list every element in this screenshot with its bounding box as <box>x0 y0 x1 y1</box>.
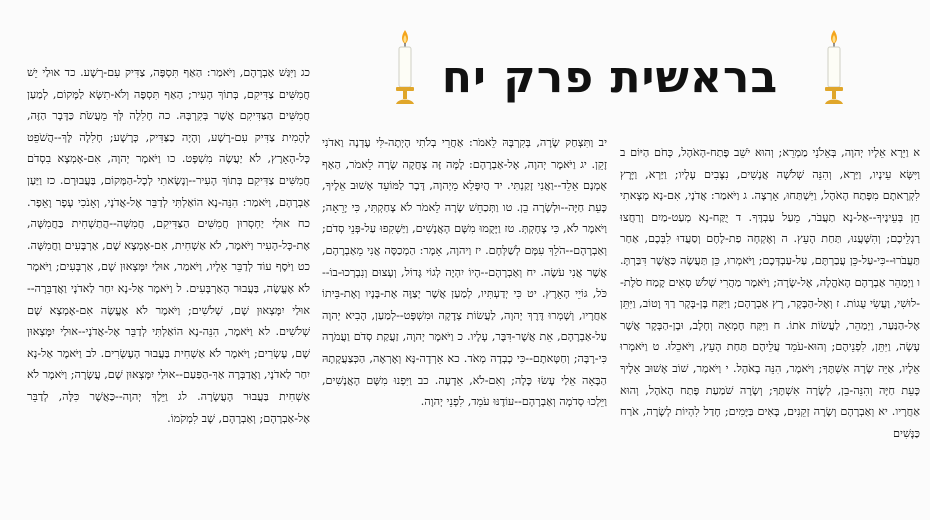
page-title: בראשית פרק יח <box>441 52 779 103</box>
candle-icon <box>819 28 849 106</box>
verses-23-33: כג וַיִּגַּשׁ אַבְרָהָם, וַיֹּאמַר: הַאַף תִּסְפֶּה, צַדִּיק עִם-רָשָׁע. כד אוּלַי יֵשׁ חֲמִשִּׁים צַדִּיקִם, בְּתוֹךְ הָעִיר; הַאַף תִּסְפֶּה וְלֹא-תִשָּׂא לַמָּקוֹם, לְמַעַן חֲמִשִּׁים הַצַּדִּיקִם אֲשֶׁר בְּקִרְבָּהּ. כה חָלִלָה לְּךָ מֵעֲשֹׂת כַּדָּבָר הַזֶּה, לְהָמִית צַדִּיק עִם-רָשָׁע, וְהָיָה כַצַּדִּיק, כָּרָשָׁע; חָלִלָה לָּךְ--הֲשֹׁפֵט כָּל-הָאָרֶץ, לֹא יַעֲשֶׂה מִשְׁפָּט. כו וַיֹּאמֶר יְהוָה, אִם-אֶמְצָא בִסְדֹם חֲמִשִּׁים צַדִּיקִם בְּתוֹךְ הָעִיר--וְנָשָׂאתִי לְכָל-הַמָּקוֹם, בַּעֲבוּרָם. כז וַיַּעַן אַבְרָהָם, וַיֹּאמַר: הִנֵּה-נָא הוֹאַלְתִּי לְדַבֵּר אֶל-אֲדֹנָי, וְאָנֹכִי עָפָר וָאֵפֶר. כח אוּלַי יַחְסְרוּן חֲמִשִּׁים הַצַּדִּיקִם, חֲמִשָּׁה--הֲתַשְׁחִית בַּחֲמִשָּׁה, אֶת-כָּל-הָעִיר וַיֹּאמֶר, לֹא אַשְׁחִית, אִם-אֶמְצָא שָׁם, אַרְבָּעִים וַחֲמִשָּׁה. כט וַיֹּסֶף עוֹד לְדַבֵּר אֵלָיו, וַיֹּאמַר, אוּלַי יִמָּצְאוּן שָׁם, אַרְבָּעִים; וַיֹּאמֶר לֹא אֶעֱשֶׂה, בַּעֲבוּר הָאַרְבָּעִים. ל וַיֹּאמֶר אַל-נָא יִחַר לַאדֹנָי וַאֲדַבֵּרָה--אוּלַי יִמָּצְאוּן שָׁם, שְׁלֹשִׁים; וַיֹּאמֶר לֹא אֶעֱשֶׂה אִם-אֶמְצָא שָׁם שְׁלֹשִׁים. לא וַיֹּאמֶר, הִנֵּה-נָא הוֹאַלְתִּי לְדַבֵּר אֶל-אֲדֹנָי--אוּלַי יִמָּצְאוּן שָׁם, עֶשְׂרִים; וַיֹּאמֶר לֹא אַשְׁחִית בַּעֲבוּר הָעֶשְׂרִים. לב וַיֹּאמֶר אַל-נָא יִחַר לַאדֹנָי, וַאֲדַבְּרָה אַךְ-הַפַּעַם--אוּלַי יִמָּצְאוּן שָׁם, עֲשָׂרָה; וַיֹּאמֶר לֹא אַשְׁחִית בַּעֲבוּר הָעֲשָׂרָה. לג וַיֵּלֶךְ יְהוָה--כַּאֲשֶׁר כִּלָּה, לְדַבֵּר אֶל-אַבְרָהָם; וְאַבְרָהָם, שָׁב לִמְקֹמוֹ. <box>23 66 310 425</box>
verses-12-22: יב וַתִּצְחַק שָׂרָה, בְּקִרְבָּהּ לֵאמֹר: אַחֲרֵי בְלֹתִי הָיְתָה-לִּי עֶדְנָה וַאדֹנִי זָקֵן. יג וַיֹּאמֶר יְהוָה, אֶל-אַבְרָהָם: לָמָּה זֶּה צָחֲקָה שָׂרָה לֵאמֹר, הַאַף אֻמְנָם אֵלֵד--וַאֲנִי זָקַנְתִּי. יד הֲיִפָּלֵא מֵיְהוָה, דָּבָר לַמּוֹעֵד אָשׁוּב אֵלֶיךָ, כָּעֵת חַיָּה--וּלְשָׂרָה בֵן. טו וַתְּכַחֵשׁ שָׂרָה לֵאמֹר לֹא צָחַקְתִּי, כִּי יָרֵאָה; וַיֹּאמֶר לֹא, כִּי צָחָקְתְּ. טז וַיָּקֻמוּ מִשָּׁם הָאֲנָשִׁים, וַיַּשְׁקִפוּ עַל-פְּנֵי סְדֹם; וְאַבְרָהָם--הֹלֵךְ עִמָּם לְשַׁלְּחָם. יז וַיהוָה, אָמָר: הַמְכַסֶּה אֲנִי מֵאַבְרָהָם, אֲשֶׁר אֲנִי עֹשֶׂה. יח וְאַבְרָהָם--הָיוֹ יִהְיֶה לְגוֹי גָּדוֹל, וְעָצוּם וְנִבְרְכוּ-בוֹ--כֹּל, גּוֹיֵי הָאָרֶץ. יט כִּי יְדַעְתִּיו, לְמַעַן אֲשֶׁר יְצַוֶּה אֶת-בָּנָיו וְאֶת-בֵּיתוֹ אַחֲרָיו, וְשָׁמְרוּ דֶּרֶךְ יְהוָה, לַעֲשׂוֹת צְדָקָה וּמִשְׁפָּט--לְמַעַן, הָבִיא יְהוָה עַל-אַבְרָהָם, אֵת אֲשֶׁר-דִּבֶּר, עָלָיו. כ וַיֹּאמֶר יְהוָה, זַעֲקַת סְדֹם וַעֲמֹרָה כִּי-רָבָּה; וְחַטָּאתָם--כִּי כָבְדָה מְאֹד. כא אֵרְדָה-נָּא וְאֶרְאֶה, הַכְּצַעֲקָתָהּ הַבָּאָה אֵלַי עָשׂוּ כָּלָה; וְאִם-לֹא, אֵדָעָה. כב וַיִּפְנוּ מִשָּׁם הָאֲנָשִׁים, וַיֵּלְכוּ סְדֹמָה וְאַבְרָהָם--עוֹדֶנּוּ עֹמֵד, לִפְנֵי יְהוָה. <box>318 136 607 409</box>
text-column-left <box>23 62 310 480</box>
text-column-right <box>616 142 920 520</box>
verses-1-11: א וַיֵּרָא אֵלָיו יְהוָה, בְּאֵלֹנֵי מַמְרֵא; וְהוּא יֹשֵׁב פֶּתַח-הָאֹהֶל, כְּחֹם הַיּוֹם ב וַיִּשָּׂא עֵינָיו, וַיַּרְא, וְהִנֵּה שְׁלֹשָׁה אֲנָשִׁים, נִצָּבִים עָלָיו; וַיַּרְא, וַיָּרָץ לִקְרָאתָם מִפֶּתַח הָאֹהֶל, וַיִּשְׁתַּחוּ, אָרְצָה. ג וַיֹּאמַר: אֲדֹנָי, אִם-נָא מָצָאתִי חֵן בְּעֵינֶיךָ--אַל-נָא תַעֲבֹר, מֵעַל עַבְדֶּךָ. ד יֻקַּח-נָא מְעַט-מַיִם וְרַחֲצוּ רַגְלֵיכֶם; וְהִשָּׁעֲנוּ, תַּחַת הָעֵץ. ה וְאֶקְחָה פַת-לֶחֶם וְסַעֲדוּ לִבְּכֶם, אַחַר תַּעֲבֹרוּ--כִּי-עַל-כֵּן עֲבַרְתֶּם, עַל-עַבְדְּכֶם; וַיֹּאמְרוּ, כֵּן תַּעֲשֶׂה כַּאֲשֶׁר דִּבַּרְתָּ. ו וַיְמַהֵר אַבְרָהָם הָאֹהֱלָה, אֶל-שָׂרָה; וַיֹּאמֶר מַהֲרִי שְׁלֹשׁ סְאִים קֶמַח סֹלֶת--לוּשִׁי, וַעֲשִׂי עֻגוֹת. ז וְאֶל-הַבָּקָר, רָץ אַבְרָהָם; וַיִּקַּח בֶּן-בָּקָר רַךְ וָטוֹב, וַיִּתֵּן אֶל-הַנַּעַר, וַיְמַהֵר, לַעֲשׂוֹת אֹתוֹ. ח וַיִּקַּח חֶמְאָה וְחָלָב, וּבֶן-הַבָּקָר אֲשֶׁר עָשָׂה, וַיִּתֵּן, לִפְנֵיהֶם; וְהוּא-עֹמֵד עֲלֵיהֶם תַּחַת הָעֵץ, וַיֹּאכֵלוּ. ט וַיֹּאמְרוּ אֵלָיו, אַיֵּה שָׂרָה אִשְׁתֶּךָ; וַיֹּאמֶר, הִנֵּה בָאֹהֶל. י וַיֹּאמֶר, שׁוֹב אָשׁוּב אֵלֶיךָ כָּעֵת חַיָּה וְהִנֵּה-בֵן, לְשָׂרָה אִשְׁתֶּךָ; וְשָׂרָה שֹׁמַעַת פֶּתַח הָאֹהֶל, וְהוּא אַחֲרָיו. יא וְאַבְרָהָם וְשָׂרָה זְקֵנִים, בָּאִים בַּיָּמִים; חָדַל לִהְיוֹת לְשָׂרָה, אֹרַח כַּנָּשִׁים <box>616 146 920 440</box>
candle-icon <box>390 28 420 106</box>
text-column-middle <box>318 132 607 492</box>
